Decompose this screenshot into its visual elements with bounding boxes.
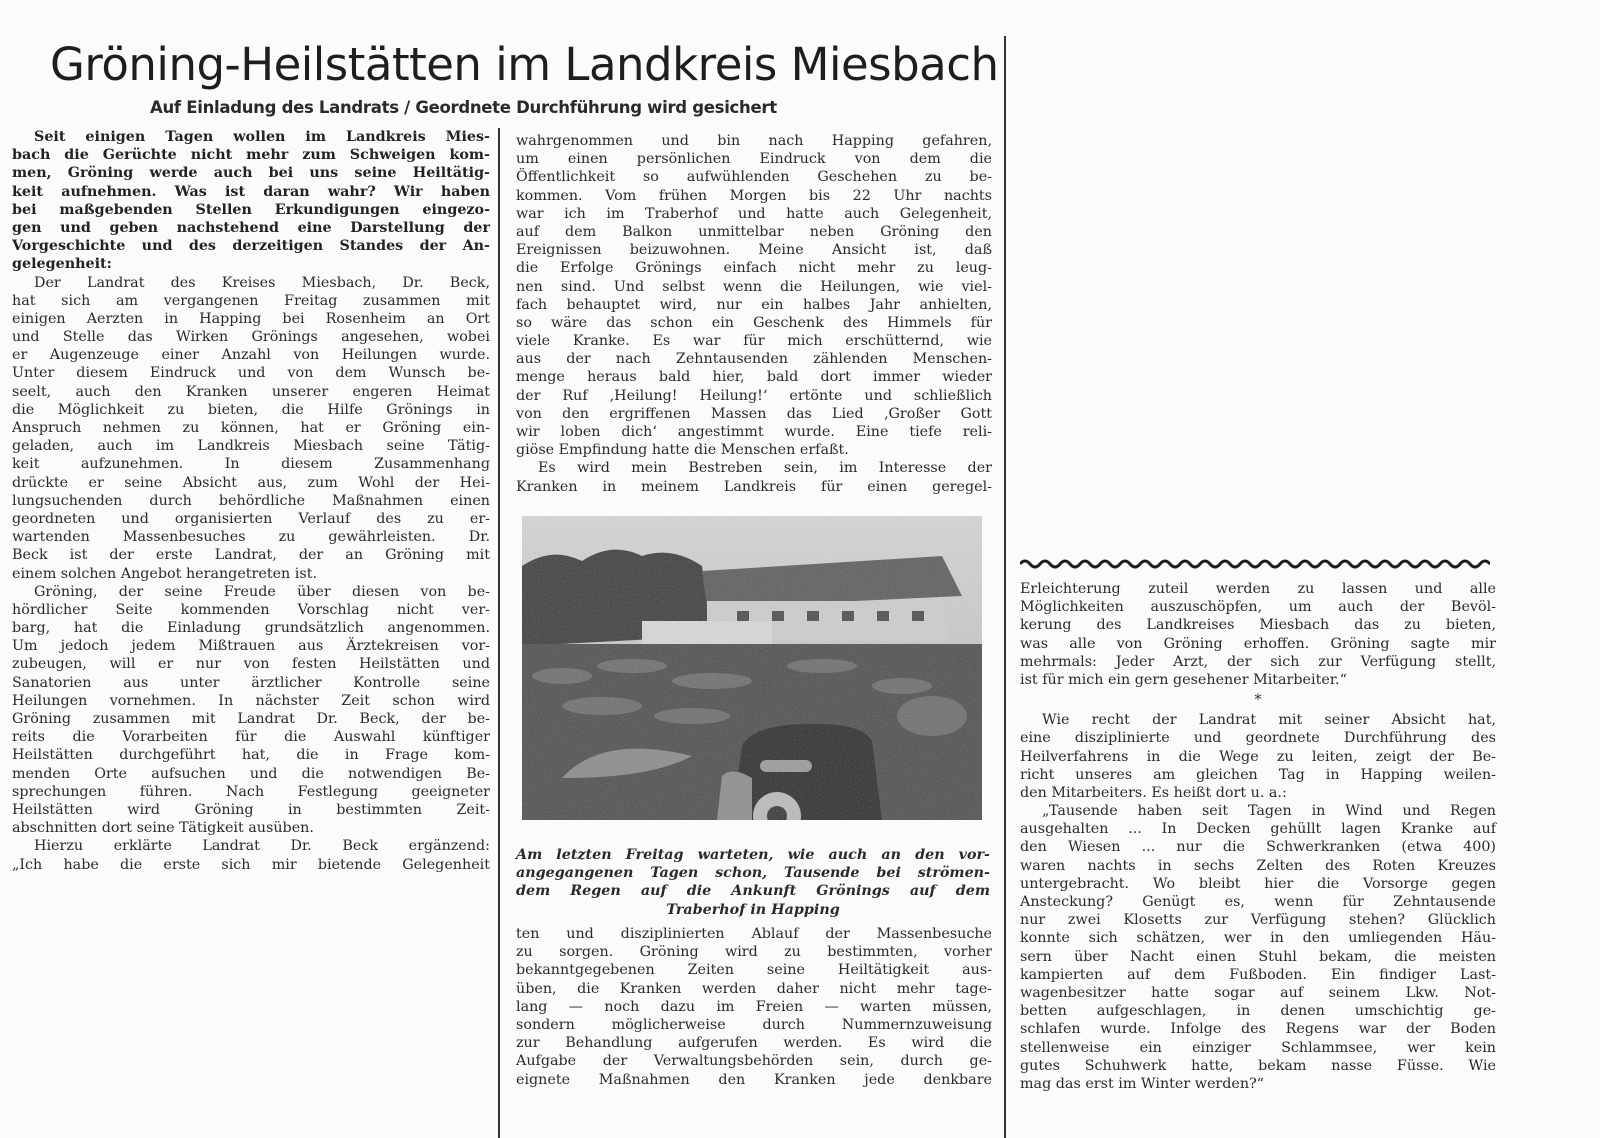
text-line: zu sorgen. Gröning wird zu bestimmten, vorher <box>516 944 992 961</box>
text-line: Beck ist der erste Landrat, der an Gröning mit <box>12 547 490 564</box>
text-line: fach behauptet wird, nur ein halbes Jahr anhielten, <box>516 296 992 313</box>
text-line: gen und geben nachstehend eine Darstellung der <box>12 219 490 236</box>
text-line: Heilstätten durchgeführt hat, die in Frage kom- <box>12 747 490 764</box>
text-line: keit aufzunehmen. In diesem Zusammenhang <box>12 456 490 473</box>
text-line: einem solchen Angebot herangetreten ist. <box>12 565 317 582</box>
text-line: untergebracht. Wo bleibt hier die Vorsorge gegen <box>1020 875 1496 892</box>
text-line: und Stelle das Wirken Grönings angesehen, wobei <box>12 329 490 346</box>
text-line: wir loben dich‘ angestimmt wurde. Eine tiefe reli- <box>516 424 992 440</box>
text-line: men, Gröning werde auch bei uns seine Heiltätig- <box>12 165 490 182</box>
text-line: Vorgeschichte und des derzeitigen Standes der An- <box>12 238 490 255</box>
text-line: eine disziplinierte und geordnete Durchführung des <box>1020 730 1496 747</box>
text-line: war ich im Traberhof und hatte auch Gelegenheit, <box>516 205 992 222</box>
photo-caption <box>516 846 990 919</box>
text-line: lungsuchenden durch behördliche Maßnahmen einen <box>12 492 490 509</box>
text-line: den Mitarbeiters. Es heißt dort u. a.: <box>1020 784 1287 801</box>
text-line: auf dem Balkon unmittelbar neben Gröning den <box>516 223 992 240</box>
text-line: drückte er seine Absicht aus, zum Wohl der Hei- <box>12 474 490 491</box>
text-line: „Tausende haben seit Tagen in Wind und Regen <box>1042 803 1496 820</box>
caption-line: angegangenen Tagen schon, Tausende bei strömen- <box>516 865 990 882</box>
text-line: sondern möglicherweise durch Nummernzuweisung <box>516 1016 992 1033</box>
text-line: menge heraus bald hier, bald dort immer wieder <box>516 369 992 386</box>
text-line: Öffentlichkeit so aufwühlenden Geschehen zu be- <box>516 169 992 186</box>
text-line: Heilverfahrens in die Wege zu leiten, zeigt der Be- <box>1020 748 1496 765</box>
text-line: Aufgabe der Verwaltungsbehörden sein, durch ge- <box>516 1053 992 1070</box>
text-line: Sanatorien aus unter ärztlicher Kontrolle seine <box>12 674 490 691</box>
text-line: sprechungen führen. Nach Festlegung geeigneter <box>12 783 490 800</box>
text-line: er Augenzeuge einer Anzahl von Heilungen wurde. <box>12 347 490 364</box>
text-line: Hierzu erklärte Landrat Dr. Beck ergänzend: <box>34 838 490 855</box>
text-line: so wäre das schon ein Geschenk des Himmels für <box>516 314 992 331</box>
text-line: kerung des Landkreises Miesbach das zu bieten, <box>1020 617 1496 634</box>
text-line: barg, hat die Einladung grundsätzlich angenommen. <box>12 620 490 637</box>
text-line: reits die Vorarbeiten für die Auswahl künftiger <box>12 729 490 746</box>
text-line: „Ich habe die erste sich mir bietende Gelegenheit <box>12 856 490 873</box>
text-line: bei maßgebenden Stellen Erkundigungen eingezo- <box>12 201 490 218</box>
paragraph <box>12 274 490 583</box>
text-line: eignete Maßnahmen den Kranken jede denkbare <box>516 1071 992 1088</box>
text-line: konnte sich schätzen, wer in den umliegenden Häu- <box>1020 930 1496 947</box>
text-line: den Wiesen ... nur die Schwerkranken (etwa 400) <box>1020 839 1496 856</box>
paragraph <box>516 459 992 495</box>
text-line: Kranken in meinem Landkreis für einen geregel- <box>516 478 992 495</box>
text-line: Gröning zusammen mit Landrat Dr. Beck, der be- <box>12 711 490 727</box>
text-line: hördlicher Seite kommenden Vorschlag nicht ver- <box>12 601 490 618</box>
text-line: mehrmals: Jeder Arzt, der sich zur Verfügung stellt, <box>1020 653 1496 670</box>
paragraph <box>1020 580 1496 689</box>
text-line: Erleichterung zuteil werden zu lassen und alle <box>1020 581 1496 597</box>
text-line: Ansteckung? Genügt es, wenn für Zehntausende <box>1020 894 1496 910</box>
text-line: üben, die Kranken werden daher nicht mehr tage- <box>516 980 992 997</box>
column-3 <box>1020 580 1496 1093</box>
text-line: ten und disziplinierten Ablauf der Massenbesuche <box>516 926 992 942</box>
text-line: ist für mich ein gern gesehener Mitarbeiter.“ <box>1020 671 1347 688</box>
text-line: einigen Aerzten in Happing bei Rosenheim an Ort <box>12 310 490 327</box>
column-1 <box>12 128 490 874</box>
text-line: Seit einigen Tagen wollen im Landkreis Mies- <box>34 129 490 145</box>
text-line: richt unseres am gleichen Tag in Happing weilen- <box>1020 766 1496 783</box>
text-line: geladen, auch im Landkreis Miesbach seine Tätig- <box>12 438 490 455</box>
text-line: seelt, auch den Kranken unserer engeren Heimat <box>12 383 490 400</box>
text-line: menden Orte aufsuchen und die notwendigen Be- <box>12 765 490 782</box>
text-line: nen sind. Und selbst wenn die Heilungen, wie viel- <box>516 278 992 295</box>
text-line: gutes Schuhwerk hatte, bekam nasse Füsse. Wie <box>1020 1057 1496 1074</box>
paragraph <box>516 925 992 1089</box>
text-line: wartenden Massenbesuches zu gewährleisten. Dr. <box>12 529 490 546</box>
caption-line: Traberhof in Happing <box>666 901 840 918</box>
text-line: gelegenheit: <box>12 256 112 273</box>
text-line: betten aufgeschlagen, in denen umschichtig ge- <box>1020 1003 1496 1020</box>
text-line: von den ergriffenen Massen das Lied ‚Großer Gott <box>516 405 992 422</box>
text-line: die Erfolge Grönings einfach nicht mehr zu leug- <box>516 260 992 277</box>
text-line: wahrgenommen und bin nach Happing gefahren, <box>516 133 992 149</box>
text-line: was alle von Gröning erhoffen. Gröning sagte mir <box>1020 635 1496 652</box>
article-headline: Gröning-Heilstätten im Landkreis Miesbach <box>50 38 999 91</box>
text-line: Anspruch nehmen zu können, hat er Gröning ein- <box>12 420 490 436</box>
text-line: Heilstätten wird Gröning in bestimmten Zeit- <box>12 801 490 818</box>
text-line: zubeugen, will er nur von festen Heilstätten und <box>12 656 490 673</box>
text-line: viele Kranke. Es war für mich erschütternd, wie <box>516 333 992 350</box>
paragraph <box>1020 711 1496 802</box>
text-line: Möglichkeiten auszuschöpfen, um auch der Bevöl- <box>1020 599 1496 616</box>
text-line: Ereignissen beizuwohnen. Meine Ansicht ist, daß <box>516 242 992 259</box>
wavy-separator <box>1020 557 1490 571</box>
text-line: bekanntgegebenen Zeiten seine Heiltätigkeit aus- <box>516 962 992 979</box>
text-line: bach die Gerüchte nicht mehr zum Schweigen kom- <box>12 147 490 164</box>
paragraph <box>516 132 992 459</box>
column-rule-left <box>498 128 500 1138</box>
text-line: schlafen wurde. Infolge des Regens war der Boden <box>1020 1021 1496 1038</box>
text-line: lang — noch dazu im Freien — warten müssen, <box>516 998 992 1015</box>
paragraph <box>12 837 490 873</box>
text-line: aus der nach Zehntausenden zählenden Menschen- <box>516 351 992 368</box>
separator-asterisk: * <box>1254 692 1262 709</box>
text-line: Um jedoch jedem Mißtrauen aus Ärztekreisen vor- <box>12 638 490 655</box>
column-rule-right <box>1004 36 1006 1138</box>
text-line: geordneten und organisierten Verlauf des zu er- <box>12 510 490 527</box>
text-line: kommen. Vom frühen Morgen bis 22 Uhr nachts <box>516 187 992 204</box>
text-line: Es wird mein Bestreben sein, im Interesse der <box>538 460 992 477</box>
text-line: sern über Nacht einen Stuhl bekam, die meisten <box>1020 948 1496 965</box>
lead-paragraph <box>12 128 490 274</box>
text-line: nur zwei Klosetts zur Verfügung stehen? Glücklich <box>1020 912 1496 929</box>
text-line: zur Behandlung aufgerufen werden. Es wird die <box>516 1035 992 1052</box>
text-line: der Ruf ‚Heilung! Heilung!‘ ertönte und schließlich <box>516 387 992 404</box>
text-line: hat sich am vergangenen Freitag zusammen mit <box>12 292 490 309</box>
text-line: ausgehalten ... In Decken gehüllt lagen Kranke auf <box>1020 821 1496 838</box>
text-line: Wie recht der Landrat mit seiner Absicht hat, <box>1042 712 1496 729</box>
text-line: die Möglichkeit zu bieten, die Hilfe Grönings in <box>12 401 490 418</box>
news-photo <box>522 516 982 820</box>
text-line: kampierten auf dem Fußboden. Ein findiger Last- <box>1020 966 1496 983</box>
text-line: giöse Empfindung hatte die Menschen erfaßt. <box>516 442 849 459</box>
caption-line: Am letzten Freitag warteten, wie auch an den vor- <box>516 847 990 863</box>
column-2-bottom <box>516 925 992 1089</box>
paragraph <box>1020 802 1496 1093</box>
photo-crowd-traberhof <box>522 516 982 820</box>
text-line: mag das erst im Winter werden?“ <box>1020 1075 1265 1092</box>
caption-line: dem Regen auf die Ankunft Grönings auf dem <box>516 883 990 900</box>
text-line: abschnitten dort seine Tätigkeit ausüben. <box>12 820 314 837</box>
text-line: wagenbesitzer hatte sogar auf seinem Lkw. Not- <box>1020 984 1496 1001</box>
text-line: Der Landrat des Kreises Miesbach, Dr. Beck, <box>34 274 490 291</box>
text-line: stellenweise ein einziger Schlammsee, wer kein <box>1020 1039 1496 1056</box>
text-line: Heilungen vornehmen. In nächster Zeit schon wird <box>12 692 490 709</box>
text-line: Gröning, der seine Freude über diesen von be- <box>34 583 490 600</box>
text-line: um einen persönlichen Eindruck von dem die <box>516 151 992 168</box>
text-line: Unter diesem Eindruck und von dem Wunsch be- <box>12 365 490 382</box>
article-subheadline: Auf Einladung des Landrats / Geordnete Durchführung wird gesichert <box>150 98 777 117</box>
text-line: keit aufnehmen. Was ist daran wahr? Wir haben <box>12 183 490 200</box>
text-line: waren nachts in sechs Zelten des Roten Kreuzes <box>1020 857 1496 874</box>
paragraph <box>12 583 490 838</box>
column-2-top <box>516 132 992 496</box>
